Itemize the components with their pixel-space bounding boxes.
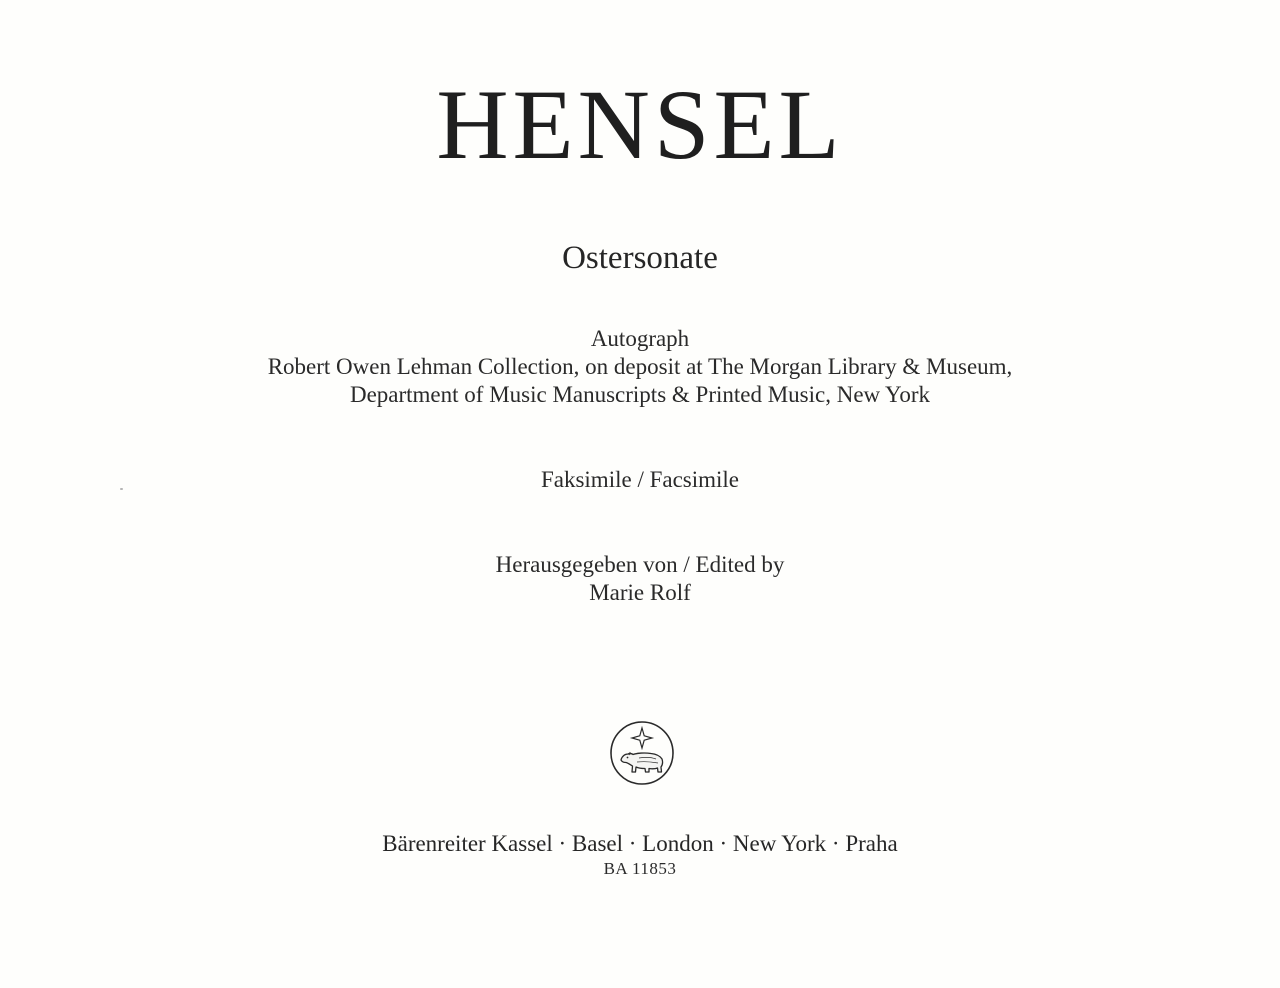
source-line-department: Department of Music Manuscripts & Printed Music, New York [349,382,931,407]
publisher-imprint: Bärenreiter Kassel · Basel · London · New York · Praha [382,831,898,856]
catalog-number: BA 11853 [603,859,677,878]
baerenreiter-bear-star-logo-icon [609,720,675,786]
source-line-collection: Robert Owen Lehman Collection, on deposit at The Morgan Library & Museum, [267,354,1013,379]
work-title: Ostersonate [562,240,718,276]
editor-info [0,551,1280,607]
paper-speck [120,488,123,490]
editor-label: Herausgegeben von / Edited by [495,552,785,577]
edition-type: Faksimile / Facsimile [540,467,740,492]
source-line-autograph: Autograph [590,326,690,351]
source-info [0,325,1280,409]
editor-name: Marie Rolf [589,580,691,605]
composer-name: HENSEL [436,69,844,180]
